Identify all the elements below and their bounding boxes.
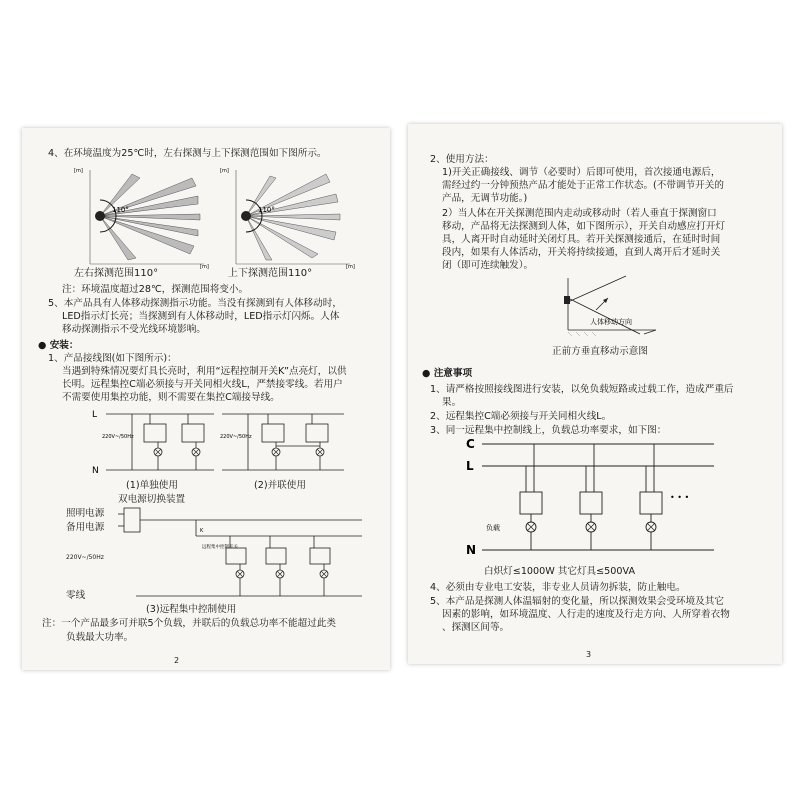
usage-1-line3: 产品，无调节功能。) [442, 193, 528, 204]
usage-2-line5: 闭（即可连续触发）。 [442, 260, 534, 271]
angle-label: 110° [112, 206, 129, 214]
usage-2-line4: 段内，如果有人体活动，开关将持续接通，直到人离开后才延时关 [442, 247, 721, 258]
footnote-line2: 负载最大功率。 [66, 632, 134, 643]
note5-line1: 5、本产品是探测人体温辐射的变化量，所以探测效果会受环境及其它 [430, 596, 724, 607]
usage-1-line1: 1)开关正确接线、调节（必要时）后即可使用，首次接通电源后， [442, 167, 721, 178]
note-temperature: 注：环境温度超过28℃，探测范围将变小。 [62, 284, 249, 295]
wiring-text-line3: 不需要使用集控功能，则不需要在集控C端接导线。 [62, 392, 280, 403]
line-N-label: N [466, 543, 477, 557]
line-C-label: C [466, 437, 475, 451]
load-power-diagram [464, 436, 734, 564]
item4-heading: 4、在环境温度为25℃时，左右探测与上下探测范围如下图所示。 [48, 148, 327, 159]
usage-2-line2: 移动，产品将无法探测到人体，如下图所示），开关自动感应打开灯 [442, 221, 726, 232]
voltage-label: 220V~/50Hz [102, 434, 134, 440]
wiring-text-line1: 当遇到特殊情况要灯具长亮时，利用“远程控制开关K”点亮灯，以供 [62, 366, 347, 377]
neutral-label: 零线 [66, 590, 86, 601]
right-page [408, 124, 782, 664]
note1-line1: 1、请严格按照接线图进行安装，以免负载短路或过载工作，造成严重后 [430, 384, 734, 395]
note5-line3: 、探测区间等。 [442, 622, 510, 633]
wiring-diagram-parallel [218, 408, 348, 482]
wiring-diagram-remote [116, 506, 366, 606]
voltage-label: 220V~/50Hz [220, 434, 252, 440]
figure-caption: 正前方垂直移动示意图 [552, 346, 648, 357]
note1-line2: 果。 [442, 397, 462, 408]
notes-heading: ● 注意事项 [422, 368, 473, 379]
movement-direction-label: 人体移动方向 [590, 318, 632, 326]
diagram2-caption: (2)并联使用 [254, 480, 306, 491]
left-page [22, 128, 390, 670]
page-number: 3 [586, 650, 592, 659]
page-number: 2 [174, 656, 180, 665]
x-unit: [m] [346, 264, 355, 270]
line-L-label: L [466, 459, 474, 473]
item5-line1: 5、本产品具有人体移动探测指示功能。当没有探测到有人体移动时， [48, 298, 342, 309]
y-unit: [m] [220, 168, 229, 174]
power-limit: 白炽灯≤1000W 其它灯具≤500VA [484, 566, 636, 577]
vertical-detection-chart [218, 164, 358, 272]
perpendicular-movement-figure [556, 274, 666, 348]
dual-power-title: 双电源切换装置 [118, 494, 186, 505]
usage-1-line2: 需经过约一分钟预热产品才能处于正常工作状态。(不带调节开关的 [442, 180, 724, 191]
remote-switch-label: 远程集中控制开关 [202, 545, 238, 550]
note2: 2、远程集控C端必须接与开关同相火线L。 [430, 411, 612, 422]
chart-left-caption: 左右探测范围110° [74, 268, 159, 279]
diagram3-caption: (3)远程集中控制使用 [146, 604, 237, 615]
y-unit: [m] [74, 168, 83, 174]
wiring-diagram-single [88, 408, 218, 482]
diagram1-caption: (1)单独使用 [126, 480, 178, 491]
horizontal-detection-chart [72, 164, 212, 272]
ellipsis: • • • [670, 493, 690, 502]
note5-line2: 因素的影响，如环境温度、人行走的速度及行走方向、人所穿着衣物 [442, 609, 730, 620]
line-N-label: N [92, 466, 99, 476]
note3: 3、同一远程集中控制线上，负载总功率要求，如下图： [430, 425, 667, 436]
load-label: 负载 [486, 524, 500, 532]
chart-right-caption: 上下探测范围110° [228, 268, 313, 279]
install-heading: ● 安装： [38, 340, 79, 351]
note4: 4、必须由专业电工安装，非专业人员请勿拆装，防止触电。 [430, 582, 686, 593]
footnote-line1: 注：一个产品最多可并联5个负载，并联后的负载总功率不能超过此类 [42, 618, 336, 629]
angle-label: 110° [258, 206, 275, 214]
item5-line2: LED指示灯长亮；当探测到有人体移动时，LED指示灯闪烁。人体 [62, 311, 340, 322]
diagram3-voltage: 220V~/50Hz [66, 554, 104, 561]
line-L-label: L [92, 410, 98, 420]
wiring-heading: 1、产品接线图(如下图所示)： [48, 353, 177, 364]
usage-2-line3: 具，人离开时自动延时关闭灯具。若开关探测接通后，在延时时间 [442, 234, 721, 245]
wiring-text-line2: 长明。远程集控C端必须接与开关同相火线L，严禁接零线。若用户 [62, 379, 343, 390]
x-unit: [m] [200, 264, 209, 270]
lighting-power-label: 照明电源 [66, 508, 105, 519]
usage-heading: 2、使用方法： [430, 154, 494, 165]
usage-2-line1: 2）当人体在开关探测范围内走动或移动时（若人垂直于探测窗口 [442, 208, 717, 219]
switch-k-label: K [200, 528, 204, 534]
backup-power-label: 备用电源 [66, 522, 105, 533]
item5-line3: 移动探测指示不受光线环境影响。 [62, 324, 206, 335]
